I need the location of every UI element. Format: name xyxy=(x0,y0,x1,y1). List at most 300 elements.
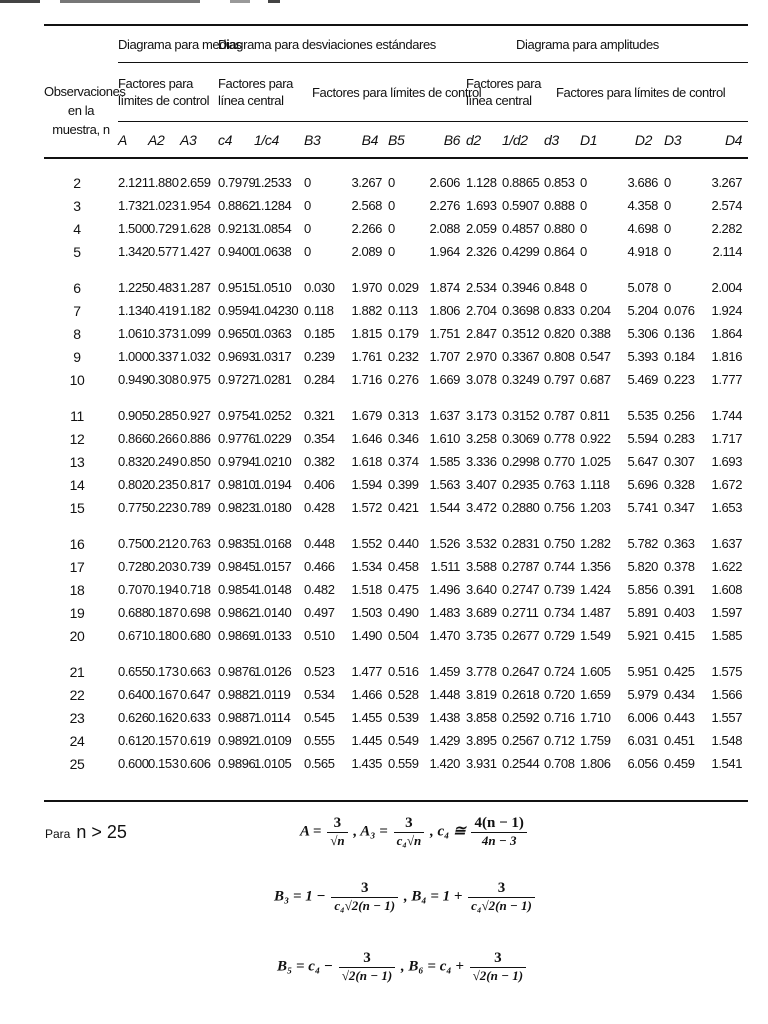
factor-cell: 0.9727 xyxy=(218,372,256,387)
factor-cell: 0.382 xyxy=(304,454,335,469)
factor-cell: 0.415 xyxy=(664,628,695,643)
sample-size-cell: 22 xyxy=(69,686,85,703)
factor-cell: 0.313 xyxy=(388,408,419,423)
col-B3: B3 xyxy=(304,132,321,148)
factor-cell: 0.811 xyxy=(580,408,610,423)
factor-cell: 0.724 xyxy=(544,664,575,679)
factor-cell: 4.698 xyxy=(627,221,659,236)
factor-cell: 1.759 xyxy=(580,733,611,748)
factor-cell: 0.459 xyxy=(664,756,695,771)
factor-cell: 0.3249 xyxy=(502,372,540,387)
factor-cell: 1.707 xyxy=(429,349,461,364)
factor-cell: 0.9896 xyxy=(218,756,256,771)
table-row xyxy=(44,299,748,322)
factor-cell: 0 xyxy=(304,175,311,190)
factor-cell: 0.756 xyxy=(544,500,575,515)
factor-cell: 1.0157 xyxy=(254,559,292,574)
factor-cell: 1.429 xyxy=(429,733,461,748)
factor-cell: 1.0210 xyxy=(254,454,292,469)
factor-cell: 1.455 xyxy=(351,710,382,725)
table-body xyxy=(44,158,748,775)
factor-cell: 2.970 xyxy=(466,349,497,364)
table-row xyxy=(44,345,748,368)
factor-cell: 0.235 xyxy=(148,477,179,492)
factor-cell: 0.378 xyxy=(664,559,695,574)
factor-cell: 0.285 xyxy=(148,408,179,423)
factor-cell: 0.187 xyxy=(148,605,179,620)
factor-cell: 0.600 xyxy=(118,756,149,771)
factor-cell: 0.223 xyxy=(148,500,179,515)
group-header-medias: Diagrama para medias xyxy=(118,26,218,63)
factor-cell: 0.2787 xyxy=(502,559,540,574)
factor-cell: 0.3069 xyxy=(502,431,540,446)
factor-cell: 1.864 xyxy=(711,326,743,341)
factor-cell: 0.239 xyxy=(304,349,335,364)
factor-cell: 1.500 xyxy=(118,221,149,236)
factor-cell: 0 xyxy=(664,280,671,295)
factor-cell: 0.434 xyxy=(664,687,695,702)
factor-cell: 5.979 xyxy=(627,687,659,702)
factor-cell: 1.496 xyxy=(429,582,461,597)
col-A2: A2 xyxy=(148,132,165,148)
factor-cell: 1.732 xyxy=(118,198,149,213)
factor-cell: 1.594 xyxy=(351,477,382,492)
factor-cell: 5.393 xyxy=(627,349,659,364)
factor-cell: 1.0105 xyxy=(254,756,292,771)
table-row xyxy=(44,624,748,647)
factor-cell: 2.659 xyxy=(180,175,211,190)
col-A3: A3 xyxy=(180,132,197,148)
factor-cell: 1.0133 xyxy=(254,628,292,643)
factores-limites-medias: Factores para límites de control xyxy=(118,63,218,122)
factor-cell: 5.306 xyxy=(627,326,659,341)
factor-cell: 1.618 xyxy=(351,454,382,469)
factor-cell: 0.707 xyxy=(118,582,149,597)
factor-cell: 0.388 xyxy=(580,326,611,341)
factor-cell: 1.717 xyxy=(711,431,743,446)
factor-cell: 0.523 xyxy=(304,664,335,679)
factor-cell: 0.750 xyxy=(544,536,575,551)
factor-cell: 0.3698 xyxy=(502,303,540,318)
factor-cell: 1.646 xyxy=(351,431,382,446)
factor-cell: 0.770 xyxy=(544,454,575,469)
factor-cell: 5.647 xyxy=(627,454,659,469)
factor-cell: 0.853 xyxy=(544,175,575,190)
factor-cell: 3.931 xyxy=(466,756,497,771)
factor-cell: 0.443 xyxy=(664,710,695,725)
table-row xyxy=(44,601,748,624)
factor-cell: 1.182 xyxy=(180,303,211,318)
factor-cell: 0.880 xyxy=(544,221,575,236)
factor-cell: 0.663 xyxy=(180,664,211,679)
factor-cell: 0.153 xyxy=(148,756,179,771)
factor-cell: 0.729 xyxy=(148,221,179,236)
factor-cell: 0.421 xyxy=(388,500,419,515)
factor-cell: 0 xyxy=(664,244,671,259)
sample-size-cell: 3 xyxy=(73,197,81,214)
col-c4: c4 xyxy=(218,132,232,148)
factor-cell: 0 xyxy=(304,198,311,213)
factor-cell: 5.078 xyxy=(627,280,659,295)
factor-cell: 1.511 xyxy=(430,559,461,574)
factor-cell: 0.167 xyxy=(148,687,179,702)
factor-cell: 1.526 xyxy=(429,536,461,551)
table-row xyxy=(44,171,748,194)
factor-cell: 0.655 xyxy=(118,664,149,679)
factor-cell: 0.425 xyxy=(664,664,695,679)
factor-cell: 1.622 xyxy=(711,559,743,574)
factor-cell: 3.173 xyxy=(466,408,497,423)
factor-cell: 0.688 xyxy=(118,605,149,620)
factor-cell: 1.575 xyxy=(711,664,743,679)
factor-cell: 0.850 xyxy=(180,454,211,469)
factor-cell: 1.420 xyxy=(429,756,461,771)
factor-cell: 1.0510 xyxy=(254,280,292,295)
sample-size-cell: 12 xyxy=(69,430,85,447)
factor-cell: 1.669 xyxy=(429,372,461,387)
factor-cell: 1.282 xyxy=(580,536,611,551)
factor-cell: 0.9400 xyxy=(218,244,256,259)
factor-cell: 1.0114 xyxy=(254,710,291,725)
factor-cell: 0.927 xyxy=(180,408,211,423)
factor-cell: 0.510 xyxy=(304,628,335,643)
factor-cell: 3.895 xyxy=(466,733,497,748)
factor-cell: 5.921 xyxy=(627,628,659,643)
factor-cell: 0.2677 xyxy=(502,628,540,643)
factor-cell: 1.490 xyxy=(351,628,382,643)
factor-cell: 1.0229 xyxy=(254,431,292,446)
factor-cell: 0.750 xyxy=(118,536,149,551)
factor-cell: 0.9882 xyxy=(218,687,256,702)
col-D4: D4 xyxy=(724,132,743,148)
factor-cell: 0.283 xyxy=(664,431,695,446)
factor-cell: 1.134 xyxy=(118,303,149,318)
factor-cell: 0.451 xyxy=(664,733,695,748)
factor-cell: 0.739 xyxy=(544,582,575,597)
factor-cell: 2.266 xyxy=(351,221,382,236)
sample-size-cell: 23 xyxy=(69,709,85,726)
factor-cell: 0.497 xyxy=(304,605,335,620)
factor-cell: 2.534 xyxy=(466,280,497,295)
factor-cell: 0.775 xyxy=(118,500,149,515)
factor-cell: 0.374 xyxy=(388,454,419,469)
factor-cell: 1.2533 xyxy=(254,175,292,190)
sample-size-cell: 17 xyxy=(69,558,85,575)
factor-cell: 0.716 xyxy=(544,710,575,725)
factor-cell: 3.336 xyxy=(466,454,497,469)
factor-cell: 0 xyxy=(388,198,395,213)
factor-cell: 0.549 xyxy=(388,733,419,748)
factor-cell: 1.0281 xyxy=(254,372,292,387)
factor-cell: 0.744 xyxy=(544,559,575,574)
factor-cell: 0.888 xyxy=(544,198,575,213)
factor-cell: 3.858 xyxy=(466,710,497,725)
table-row xyxy=(44,752,748,775)
factor-cell: 1.0148 xyxy=(254,582,292,597)
sample-size-cell: 8 xyxy=(73,325,81,342)
factor-cell: 0.9892 xyxy=(218,733,256,748)
factor-cell: 3.686 xyxy=(627,175,659,190)
factor-cell: 5.741 xyxy=(627,500,659,515)
factor-cell: 1.0363 xyxy=(254,326,292,341)
factor-cell: 1.557 xyxy=(711,710,743,725)
factor-cell: 3.735 xyxy=(466,628,497,643)
col-inv-c4: 1/c4 xyxy=(254,132,279,148)
sample-size-cell: 24 xyxy=(69,732,85,749)
factor-cell: 0.905 xyxy=(118,408,149,423)
factor-cell: 4.918 xyxy=(627,244,659,259)
factor-cell: 1.954 xyxy=(180,198,211,213)
factor-cell: 0.399 xyxy=(388,477,419,492)
factor-cell: 1.548 xyxy=(711,733,743,748)
factor-cell: 0.223 xyxy=(664,372,695,387)
factor-cell: 0.276 xyxy=(388,372,419,387)
factor-cell: 0.808 xyxy=(544,349,575,364)
factor-cell: 0.778 xyxy=(544,431,575,446)
col-d2: d2 xyxy=(466,132,481,148)
factor-cell: 3.267 xyxy=(351,175,382,190)
factor-cell: 0.9693 xyxy=(218,349,256,364)
factor-cell: 2.704 xyxy=(466,303,497,318)
col-inv-d2: 1/d2 xyxy=(502,132,528,148)
factor-cell: 1.597 xyxy=(711,605,743,620)
factor-cell: 1.0638 xyxy=(254,244,292,259)
factor-cell: 0.406 xyxy=(304,477,335,492)
factor-cell: 1.816 xyxy=(711,349,743,364)
para-label: Para xyxy=(45,827,71,841)
table-row xyxy=(44,194,748,217)
factor-cell: 2.574 xyxy=(711,198,743,213)
factor-cell: 0 xyxy=(388,221,395,236)
sample-size-cell: 15 xyxy=(69,499,85,516)
factor-cell: 0.194 xyxy=(148,582,179,597)
factor-cell: 1.477 xyxy=(351,664,382,679)
factor-cell: 1.000 xyxy=(118,349,149,364)
factor-cell: 1.0194 xyxy=(254,477,292,492)
factor-cell: 0.3512 xyxy=(502,326,540,341)
sample-size-cell: 4 xyxy=(73,220,81,237)
factor-cell: 0.346 xyxy=(388,431,419,446)
obs-header-line3: muestra, n xyxy=(52,121,110,137)
factor-cell: 1.563 xyxy=(429,477,461,492)
table-row xyxy=(44,555,748,578)
factor-cell: 0.249 xyxy=(148,454,179,469)
factor-cell: 0.802 xyxy=(118,477,149,492)
factor-cell: 1.287 xyxy=(180,280,211,295)
factor-cell: 1.653 xyxy=(711,500,743,515)
factor-cell: 0.448 xyxy=(304,536,335,551)
factor-cell: 5.856 xyxy=(627,582,659,597)
table-row xyxy=(44,729,748,752)
control-chart-factors-table xyxy=(44,26,748,775)
factor-cell: 1.0119 xyxy=(254,687,291,702)
factor-cell: 1.0854 xyxy=(254,221,292,236)
factor-cell: 0.848 xyxy=(544,280,575,295)
factor-cell: 1.672 xyxy=(711,477,743,492)
factor-cell: 0.763 xyxy=(544,477,575,492)
factor-cell: 0.9794 xyxy=(218,454,256,469)
factor-cell: 0 xyxy=(388,175,395,190)
factor-cell: 1.806 xyxy=(580,756,611,771)
factor-cell: 1.0168 xyxy=(254,536,292,551)
factor-cell: 1.342 xyxy=(118,244,149,259)
factor-cell: 6.006 xyxy=(627,710,659,725)
factor-cell: 0.180 xyxy=(148,628,179,643)
factor-cell: 0.559 xyxy=(388,756,419,771)
factor-cell: 1.544 xyxy=(429,500,461,515)
factor-cell: 3.472 xyxy=(466,500,497,515)
factor-cell: 1.924 xyxy=(711,303,743,318)
factor-cell: 0.157 xyxy=(148,733,179,748)
factor-cell: 0.030 xyxy=(304,280,335,295)
cropped-caption xyxy=(0,0,300,8)
factor-cell: 2.121 xyxy=(118,175,149,190)
factor-cell: 1.637 xyxy=(429,408,461,423)
factor-cell: 2.114 xyxy=(712,244,743,259)
table-row xyxy=(44,276,748,299)
factor-cell: 2.059 xyxy=(466,221,497,236)
factor-cell: 1.552 xyxy=(351,536,382,551)
formula-B5-B6: B₅ = c₄ − $\frac{3}{√2(n - 1)}$ , B₆ = c₄ + $\frac{3}{√2(n - 1)}$ xyxy=(277,950,528,984)
factor-cell: 1.777 xyxy=(711,372,743,387)
sample-size-cell: 5 xyxy=(73,243,81,260)
factor-cell: 1.128 xyxy=(466,175,497,190)
factor-cell: 0.687 xyxy=(580,372,611,387)
factor-cell: 6.031 xyxy=(627,733,659,748)
sample-size-cell: 2 xyxy=(73,174,81,191)
factor-cell: 1.438 xyxy=(429,710,461,725)
table-row xyxy=(44,660,748,683)
factor-cell: 0.9869 xyxy=(218,628,256,643)
factor-cell: 0.640 xyxy=(118,687,149,702)
factor-cell: 5.204 xyxy=(627,303,659,318)
factor-cell: 0.185 xyxy=(304,326,335,341)
factor-cell: 0.866 xyxy=(118,431,149,446)
factor-cell: 0.864 xyxy=(544,244,575,259)
group-spacer xyxy=(44,158,748,171)
factor-cell: 1.1284 xyxy=(254,198,292,213)
factor-cell: 3.258 xyxy=(466,431,497,446)
factor-cell: 1.025 xyxy=(580,454,611,469)
sample-size-cell: 14 xyxy=(69,476,85,493)
factor-cell: 1.470 xyxy=(429,628,461,643)
col-B4: B4 xyxy=(361,132,378,148)
factor-cell: 0.308 xyxy=(148,372,179,387)
factor-cell: 0.2544 xyxy=(502,756,540,771)
factor-cell: 1.585 xyxy=(429,454,461,469)
factor-cell: 3.267 xyxy=(711,175,743,190)
factor-cell: 0.113 xyxy=(388,303,418,318)
factor-cell: 1.659 xyxy=(580,687,611,702)
table-bottom-rule xyxy=(44,800,748,802)
factor-cell: 0.029 xyxy=(388,280,419,295)
factor-cell: 0.2935 xyxy=(502,477,540,492)
footer-condition xyxy=(45,822,127,843)
factor-cell: 0.9776 xyxy=(218,431,256,446)
factor-cell: 1.04230 xyxy=(254,303,299,318)
table-row xyxy=(44,706,748,729)
factor-cell: 1.716 xyxy=(351,372,382,387)
factor-cell: 0.9876 xyxy=(218,664,256,679)
factor-cell: 1.061 xyxy=(118,326,149,341)
factor-cell: 0.403 xyxy=(664,605,695,620)
factor-cell: 0.2747 xyxy=(502,582,540,597)
factor-cell: 0.9754 xyxy=(218,408,256,423)
factor-cell: 0.3367 xyxy=(502,349,540,364)
factor-cell: 1.761 xyxy=(351,349,382,364)
factor-cell: 0.612 xyxy=(118,733,149,748)
factor-cell: 0.922 xyxy=(580,431,611,446)
factor-cell: 0.886 xyxy=(180,431,211,446)
factor-cell: 1.610 xyxy=(429,431,461,446)
group-header-desviaciones: Diagrama para desviaciones estándares xyxy=(218,26,466,63)
sample-size-cell: 10 xyxy=(69,371,85,388)
factor-cell: 0.739 xyxy=(180,559,211,574)
factor-cell: 1.744 xyxy=(711,408,743,423)
factor-cell: 3.689 xyxy=(466,605,497,620)
factor-cell: 1.487 xyxy=(580,605,611,620)
factor-cell: 0.797 xyxy=(544,372,575,387)
factor-cell: 0 xyxy=(580,198,587,213)
factor-cell: 1.585 xyxy=(711,628,743,643)
factor-cell: 1.0109 xyxy=(254,733,292,748)
factor-cell: 1.637 xyxy=(711,536,743,551)
factor-cell: 2.847 xyxy=(466,326,497,341)
factor-cell: 0.184 xyxy=(664,349,695,364)
factor-cell: 0 xyxy=(664,175,671,190)
factor-cell: 0.555 xyxy=(304,733,335,748)
factor-cell: 0.626 xyxy=(118,710,149,725)
factor-cell: 0.718 xyxy=(180,582,211,597)
factor-cell: 0.633 xyxy=(180,710,211,725)
col-D1: D1 xyxy=(580,132,598,148)
factor-cell: 0.763 xyxy=(180,536,211,551)
col-B5: B5 xyxy=(388,132,405,148)
factor-cell: 0.8862 xyxy=(218,198,256,213)
factores-linea-central-ampl: Factores para línea central xyxy=(466,63,544,122)
factor-cell: 0.391 xyxy=(664,582,695,597)
factor-cell: 1.448 xyxy=(429,687,461,702)
factor-cell: 0.712 xyxy=(544,733,575,748)
sample-size-cell: 9 xyxy=(73,348,81,365)
factor-cell: 0.3946 xyxy=(502,280,540,295)
factor-cell: 0.363 xyxy=(664,536,695,551)
factor-cell: 0.9854 xyxy=(218,582,256,597)
factor-cell: 0 xyxy=(580,175,587,190)
factor-cell: 1.032 xyxy=(180,349,211,364)
factor-cell: 0.720 xyxy=(544,687,575,702)
factor-cell: 0.817 xyxy=(180,477,211,492)
factor-cell: 0.204 xyxy=(580,303,611,318)
group-spacer xyxy=(44,391,748,404)
table-row xyxy=(44,578,748,601)
factor-cell: 4.358 xyxy=(627,198,659,213)
factor-cell: 5.782 xyxy=(627,536,659,551)
factor-cell: 1.466 xyxy=(351,687,382,702)
factor-cell: 0.490 xyxy=(388,605,419,620)
factor-cell: 0.647 xyxy=(180,687,211,702)
factor-cell: 0.7979 xyxy=(218,175,256,190)
factor-cell: 0.162 xyxy=(148,710,179,725)
factor-cell: 0.2592 xyxy=(502,710,540,725)
factor-cell: 0.516 xyxy=(388,664,419,679)
factor-cell: 0.787 xyxy=(544,408,575,423)
factor-cell: 0.266 xyxy=(148,431,179,446)
factor-cell: 0.949 xyxy=(118,372,149,387)
factor-cell: 0.475 xyxy=(388,582,419,597)
factor-cell: 0.428 xyxy=(304,500,335,515)
factor-cell: 0.373 xyxy=(148,326,179,341)
